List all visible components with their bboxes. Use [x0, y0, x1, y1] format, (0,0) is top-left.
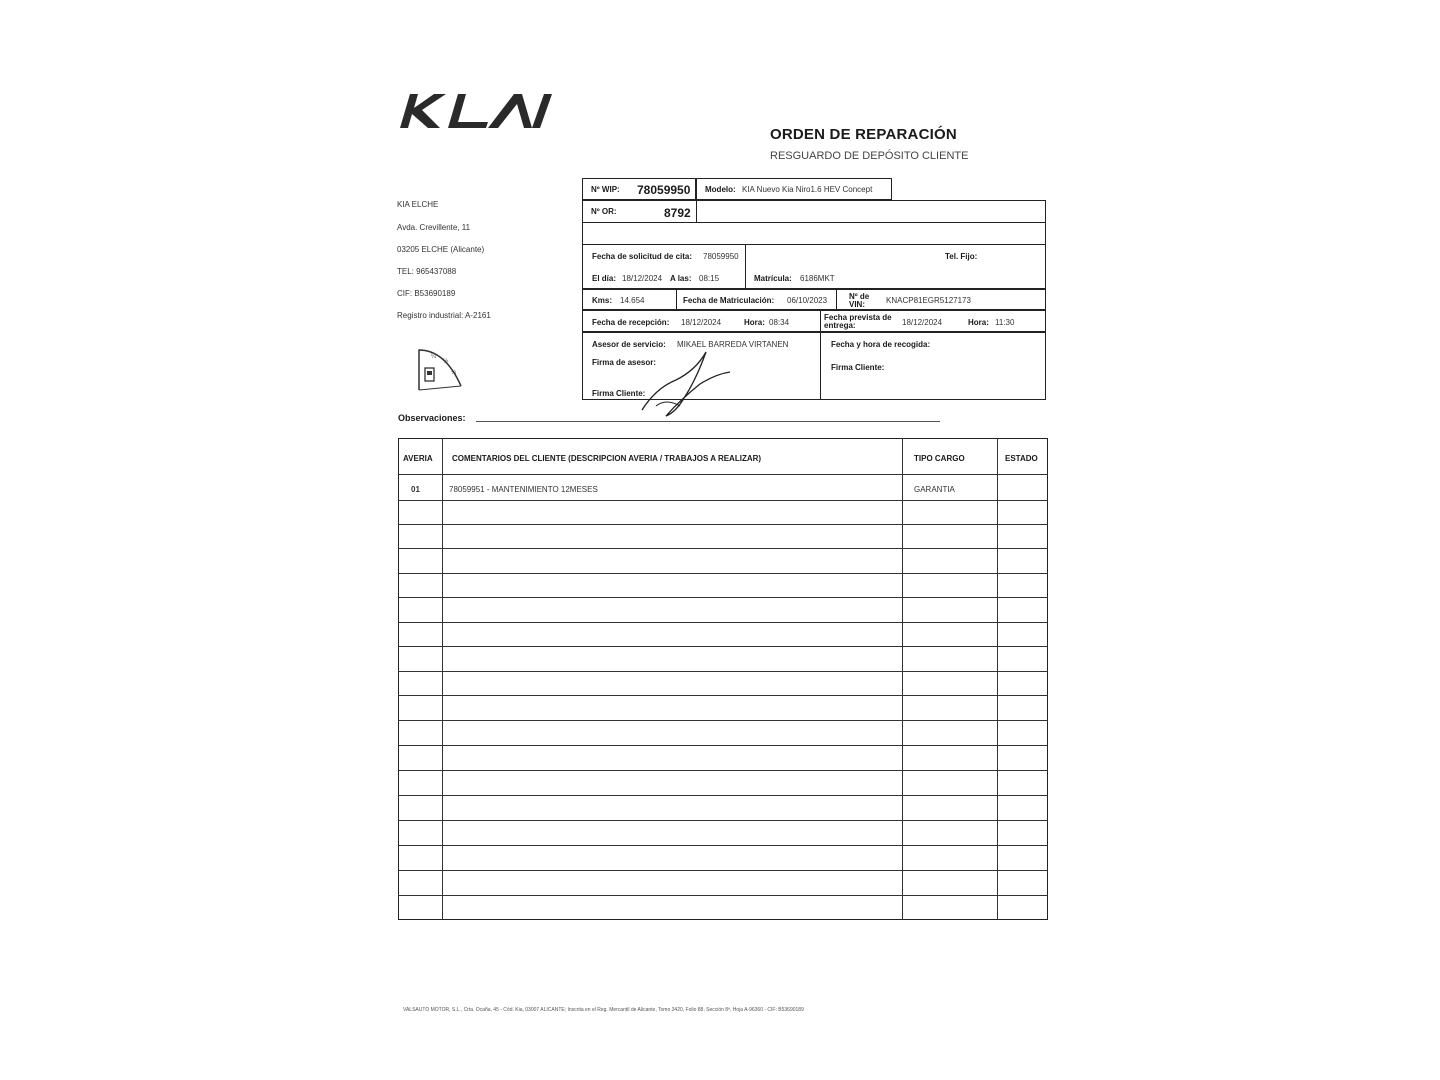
dia-label: El día:: [592, 274, 617, 283]
matricula-label: Matrícula:: [754, 274, 792, 283]
hora-label: Hora:: [744, 318, 765, 327]
table-row-line: [398, 895, 1048, 896]
wip-label: Nº WIP:: [591, 185, 620, 194]
table-row-line: [398, 870, 1048, 871]
table-row-line: [398, 695, 1048, 696]
table-row-line: [398, 845, 1048, 846]
recepcion-label: Fecha de recepción:: [592, 318, 670, 327]
hora2-label: Hora:: [968, 318, 989, 327]
col-divider: [442, 438, 443, 920]
observaciones-label: Observaciones:: [398, 413, 466, 423]
matricula-value: 6186MKT: [800, 274, 835, 283]
prevista-value: 18/12/2024: [902, 318, 943, 327]
page-title: ORDEN DE REPARACIÓN: [770, 126, 957, 143]
table-row-line: [398, 671, 1048, 672]
col-divider: [902, 438, 903, 920]
table-row-line: [398, 720, 1048, 721]
svg-text:¾: ¾: [451, 370, 457, 376]
cita-label: Fecha de solicitud de cita:: [592, 252, 693, 261]
vin-label-2: VIN:: [849, 300, 865, 309]
divider: [582, 222, 1046, 223]
fuel-gauge-icon: [415, 346, 465, 392]
asesor-value: MIKAEL BARREDA VIRTANEN: [677, 340, 789, 349]
header-comentarios: COMENTARIOS DEL CLIENTE (DESCRIPCION AVERIA / TRABAJOS A REALIZAR): [452, 454, 762, 463]
vin-label-1: Nº de: [849, 292, 870, 301]
recepcion-value: 18/12/2024: [681, 318, 722, 327]
wip-value: 78059950: [637, 183, 691, 197]
row-averia: 01: [411, 485, 420, 494]
table-row-line: [398, 622, 1048, 623]
signature-mark: [636, 340, 736, 420]
asesor-label: Asesor de servicio:: [592, 340, 666, 349]
table-row-line: [398, 474, 1048, 475]
kms-label: Kms:: [592, 296, 613, 305]
divider: [745, 244, 746, 289]
table-row-line: [398, 597, 1048, 598]
header-estado: ESTADO: [1005, 454, 1038, 463]
company-phone: TEL: 965437088: [397, 267, 457, 276]
divider: [820, 310, 821, 332]
recogida-label: Fecha y hora de recogida:: [831, 340, 931, 349]
firma-asesor-label: Firma de asesor:: [592, 358, 657, 367]
fecha-matric-label: Fecha de Matriculación:: [683, 296, 775, 305]
or-value: 8792: [664, 206, 691, 220]
company-cif: CIF: B53690189: [397, 289, 456, 298]
dia-value: 18/12/2024: [622, 274, 663, 283]
company-address: Avda. Crevillente, 11: [397, 223, 471, 232]
hora-value: 08:34: [769, 318, 790, 327]
hora-las-value: 08:15: [699, 274, 720, 283]
divider: [676, 289, 677, 310]
footer-legal: VALSAUTO MOTOR, S.L., Crta. Ocaña, 45 - Cód. Kia, 03007 ALICANTE; Inscrita en el Reg. Mercantil de Alicante, Tomo 3420, Folio 88, Sección 8ª, Hoja A-96360 - CIF: B53690189: [403, 1007, 804, 1013]
prevista-label-1: Fecha prevista de: [824, 313, 892, 322]
table-row-line: [398, 770, 1048, 771]
table-row-line: [398, 573, 1048, 574]
firma-cliente2-label: Firma Cliente:: [831, 363, 885, 372]
company-name: KIA ELCHE: [397, 200, 439, 209]
items-table: [398, 438, 1048, 920]
row-tipo: GARANTIA: [914, 485, 955, 494]
kia-logo: [396, 88, 556, 132]
svg-text:¼: ¼: [431, 354, 437, 360]
company-registry: Registro industrial: A-2161: [397, 311, 491, 320]
header-averia: AVERIA: [403, 454, 433, 463]
divider: [836, 289, 837, 310]
table-row-line: [398, 548, 1048, 549]
modelo-label: Modelo:: [705, 185, 736, 194]
divider: [582, 244, 1046, 245]
table-row-line: [398, 646, 1048, 647]
vin-value: KNACP81EGR5127173: [886, 296, 971, 305]
svg-text:½: ½: [443, 359, 449, 365]
observaciones-line: [476, 421, 940, 422]
col-divider: [997, 438, 998, 920]
page-subtitle: RESGUARDO DE DEPÓSITO CLIENTE: [770, 150, 969, 162]
kms-value: 14.654: [620, 296, 645, 305]
hora-las-label: A las:: [670, 274, 692, 283]
prevista-label-2: entrega:: [824, 321, 856, 330]
table-row-line: [398, 795, 1048, 796]
tel-fijo-label: Tel. Fijo:: [945, 252, 978, 261]
or-label: Nº OR:: [591, 207, 617, 216]
hora2-value: 11:30: [995, 318, 1015, 327]
modelo-value: KIA Nuevo Kia Niro1.6 HEV Concept: [742, 185, 873, 194]
company-city: 03205 ELCHE (Alicante): [397, 245, 485, 254]
table-row-line: [398, 500, 1048, 501]
header-tipo-cargo: TIPO CARGO: [914, 454, 965, 463]
cita-value: 78059950: [703, 252, 739, 261]
divider: [820, 332, 821, 400]
table-row-line: [398, 820, 1048, 821]
table-row-line: [398, 524, 1048, 525]
divider: [696, 200, 697, 222]
row-comentario: 78059951 - MANTENIMIENTO 12MESES: [449, 485, 598, 494]
firma-cliente-label: Firma Cliente:: [592, 389, 646, 398]
fecha-matric-value: 06/10/2023: [787, 296, 828, 305]
table-row-line: [398, 745, 1048, 746]
